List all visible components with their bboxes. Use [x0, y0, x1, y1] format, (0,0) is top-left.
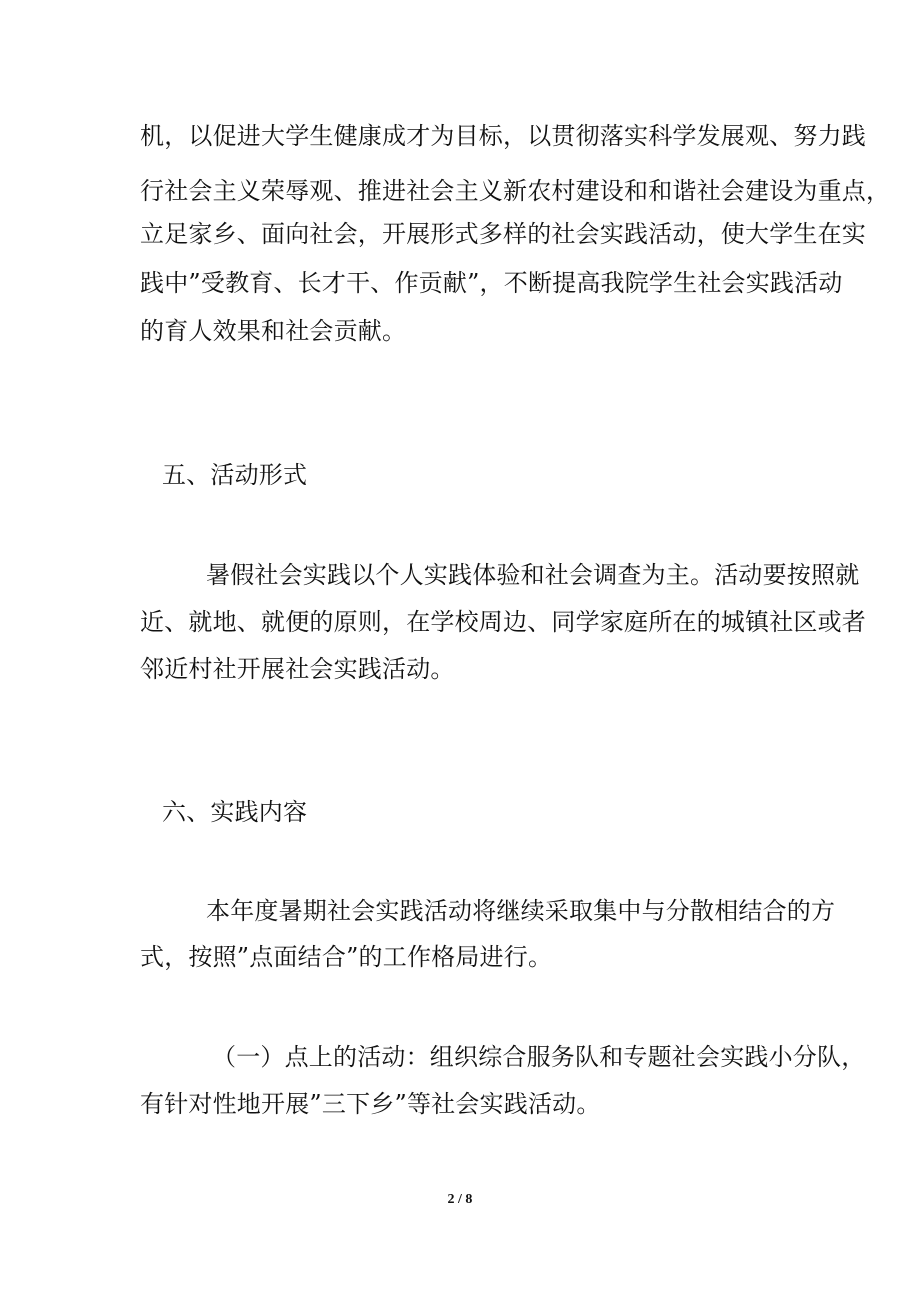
- paragraph-line: 行社会主义荣辱观、推进社会主义新农村建设和和谐社会建设为重点，: [140, 177, 891, 205]
- section-heading-6: 六、实践内容: [162, 798, 308, 826]
- paragraph-line: 有针对性地开展”三下乡”等社会实践活动。: [140, 1090, 601, 1118]
- paragraph-line: 邻近村社开展社会实践活动。: [140, 655, 455, 683]
- paragraph-line: 本年度暑期社会实践活动将继续采取集中与分散相结合的方: [206, 897, 836, 925]
- section-heading-5: 五、活动形式: [162, 461, 308, 489]
- paragraph-line: 近、就地、就便的原则，在学校周边、同学家庭所在的城镇社区或者: [140, 608, 866, 636]
- paragraph-line: 践中”受教育、长才干、作贡献”，不断提高我院学生社会实践活动: [140, 269, 843, 297]
- paragraph-line: 暑假社会实践以个人实践体验和社会调查为主。活动要按照就: [206, 561, 860, 589]
- paragraph-line: 的育人效果和社会贡献。: [140, 317, 407, 345]
- paragraph-line: 机，以促进大学生健康成才为目标，以贯彻落实科学发展观、努力践: [140, 122, 866, 150]
- paragraph-line: 式，按照”点面结合”的工作格局进行。: [140, 943, 553, 971]
- paragraph-line: （一）点上的活动：组织综合服务队和专题社会实践小分队，: [212, 1043, 866, 1071]
- paragraph-line: 立足家乡、面向社会，开展形式多样的社会实践活动，使大学生在实: [140, 220, 866, 248]
- page-number: 2 / 8: [447, 1192, 473, 1207]
